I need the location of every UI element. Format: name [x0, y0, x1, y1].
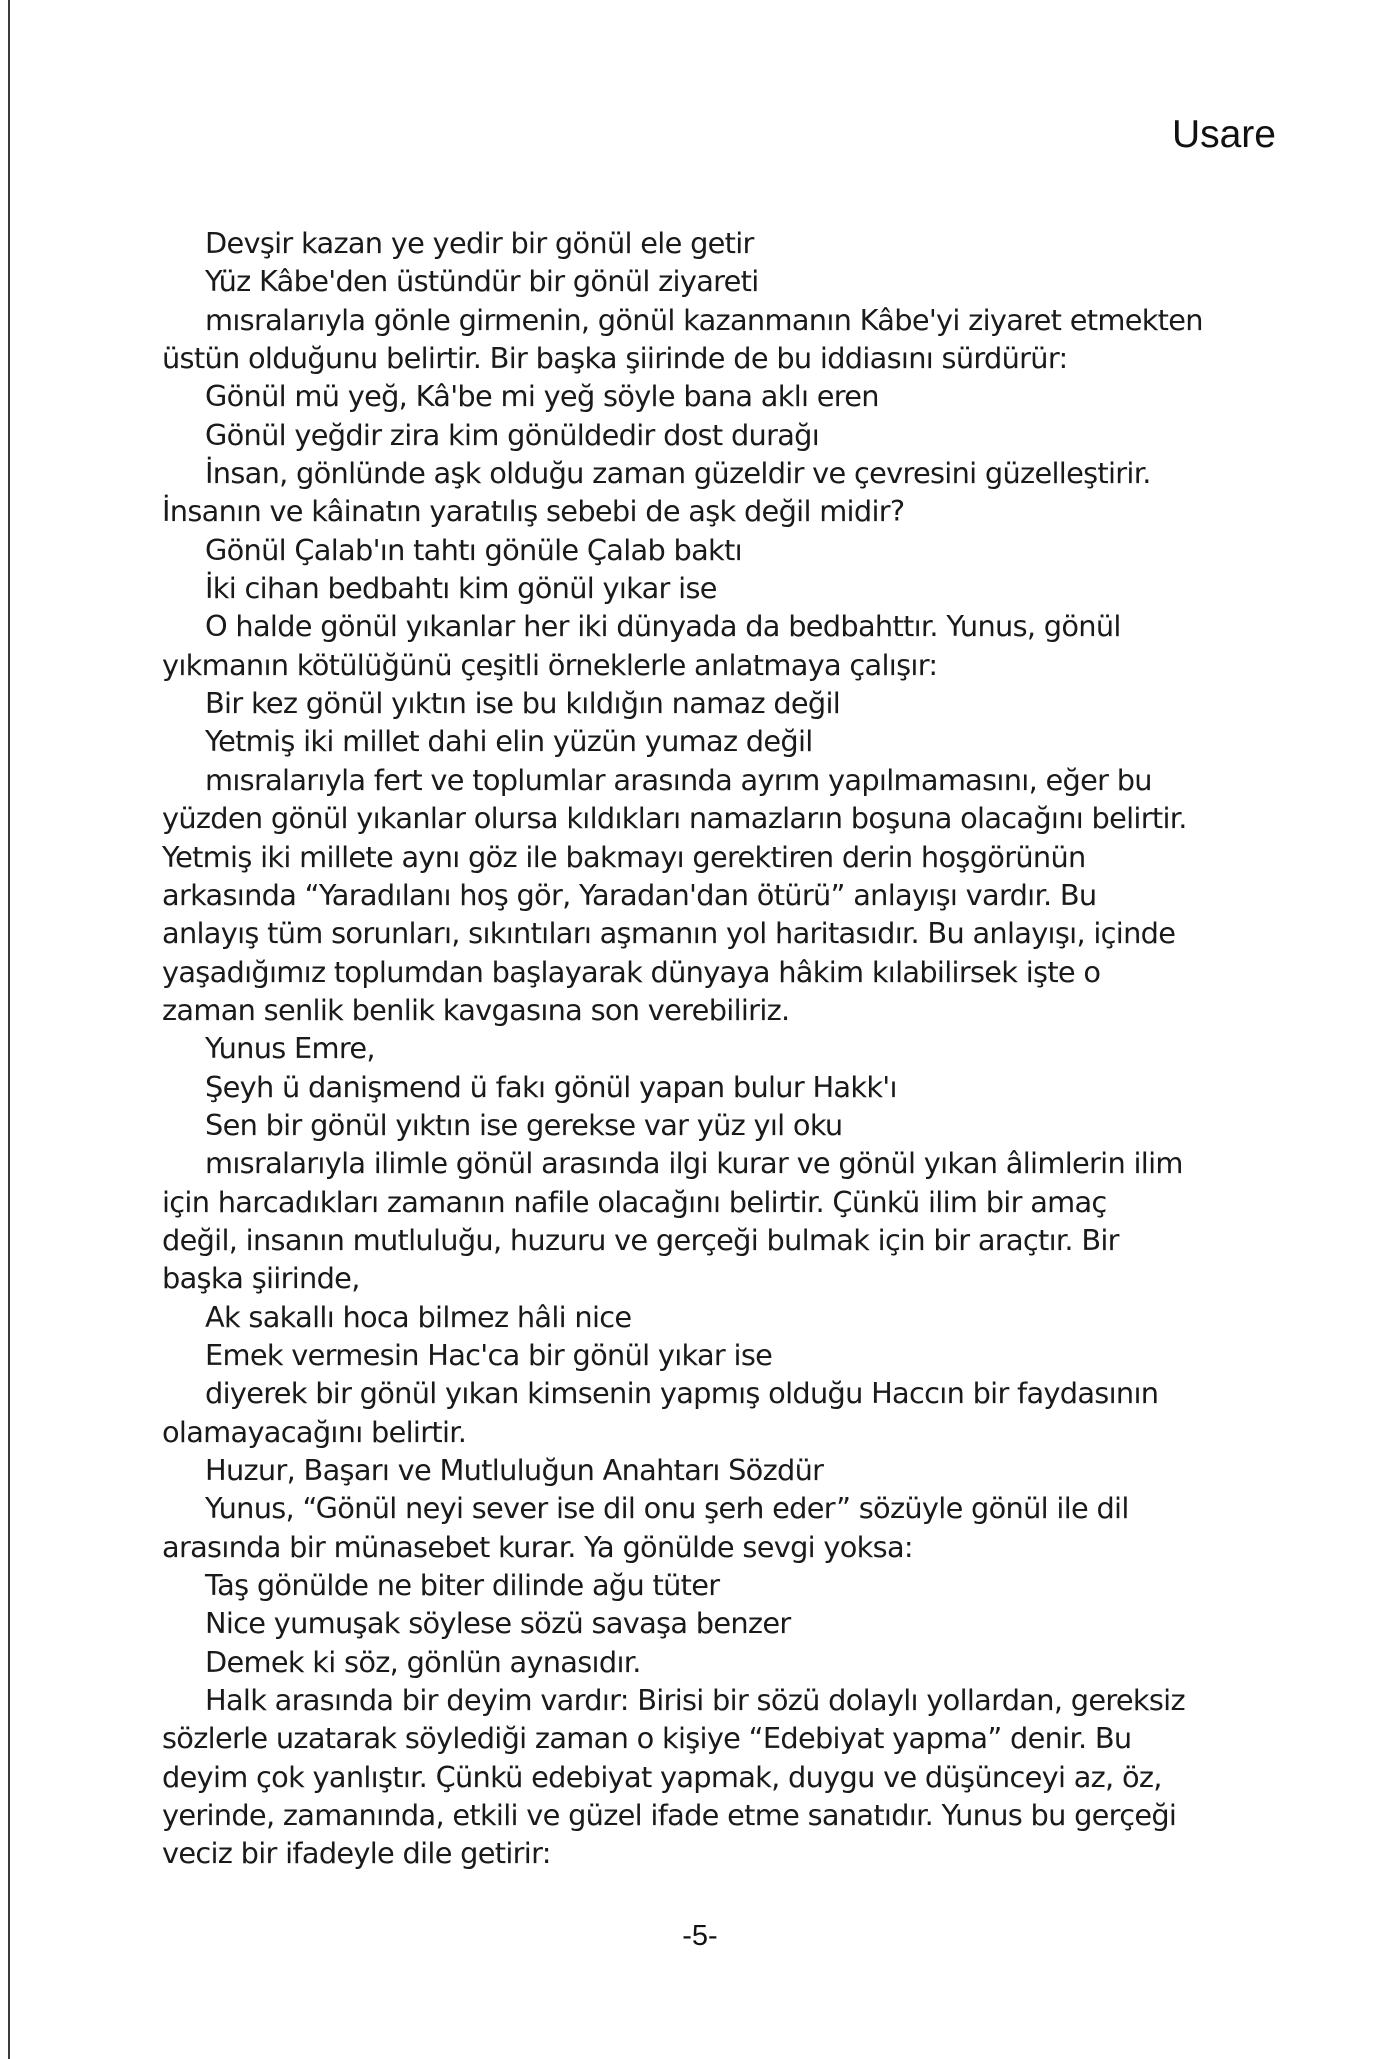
text-line: yaşadığımız toplumdan başlayarak dünyaya hâkim kılabilirsek işte o: [162, 954, 1101, 989]
text-line: Halk arasında bir deyim vardır: Birisi bir sözü dolaylı yollardan, gereksiz: [205, 1683, 1185, 1718]
text-line: veciz bir ifadeyle dile getirir:: [162, 1836, 551, 1871]
text-line: Yetmiş iki millet dahi elin yüzün yumaz değil: [205, 724, 813, 759]
text-line: Bir kez gönül yıktın ise bu kıldığın namaz değil: [205, 686, 841, 721]
text-line: Gönül mü yeğ, Kâ'be mi yeğ söyle bana aklı eren: [205, 379, 879, 414]
text-line: Nice yumuşak söylese sözü savaşa benzer: [205, 1606, 791, 1641]
text-line: Demek ki söz, gönlün aynasıdır.: [205, 1644, 641, 1679]
text-line: anlayış tüm sorunları, sıkıntıları aşmanın yol haritasıdır. Bu anlayışı, içinde: [162, 916, 1176, 951]
text-line: O halde gönül yıkanlar her iki dünyada da bedbahttır. Yunus, gönül: [205, 609, 1121, 644]
text-line: Yetmiş iki millete aynı göz ile bakmayı gerektiren derin hoşgörünün: [162, 839, 1086, 874]
text-line: İki cihan bedbahtı kim gönül yıkar ise: [205, 571, 717, 606]
text-line: diyerek bir gönül yıkan kimsenin yapmış olduğu Haccın bir faydasının: [205, 1376, 1159, 1411]
text-line: Gönül Çalab'ın tahtı gönüle Çalab baktı: [205, 532, 742, 567]
text-line: üstün olduğunu belirtir. Bir başka şiirinde de bu iddiasını sürdürür:: [162, 341, 1068, 376]
text-line: mısralarıyla gönle girmenin, gönül kazanmanın Kâbe'yi ziyaret etmekten: [205, 302, 1203, 337]
text-line: değil, insanın mutluluğu, huzuru ve gerçeği bulmak için bir araçtır. Bir: [162, 1222, 1119, 1257]
text-line: Huzur, Başarı ve Mutluluğun Anahtarı Sözdür: [205, 1453, 824, 1487]
page-edge-line: [8, 0, 10, 2059]
text-line: deyim çok yanlıştır. Çünkü edebiyat yapmak, duygu ve düşünceyi az, öz,: [162, 1759, 1162, 1794]
text-line: başka şiirinde,: [162, 1261, 360, 1296]
text-line: olamayacağını belirtir.: [162, 1414, 467, 1449]
text-line: yerinde, zamanında, etkili ve güzel ifade etme sanatıdır. Yunus bu gerçeği: [162, 1798, 1177, 1833]
text-line: arasında bir münasebet kurar. Ya gönülde sevgi yoksa:: [162, 1529, 913, 1564]
running-header: Usare: [1171, 113, 1276, 156]
text-line: Ak sakallı hoca bilmez hâli nice: [205, 1299, 632, 1334]
text-line: arkasında “Yaradılanı hoş gör, Yaradan'dan ötürü” anlayışı vardır. Bu: [162, 877, 1097, 912]
text-line: yüzden gönül yıkanlar olursa kıldıkları namazların boşuna olacağını belirtir.: [162, 801, 1187, 836]
text-line: Devşir kazan ye yedir bir gönül ele getir: [205, 226, 754, 260]
text-line: Taş gönülde ne biter dilinde ağu tüter: [205, 1568, 720, 1603]
text-line: zaman senlik benlik kavgasına son verebiliriz.: [162, 992, 790, 1027]
text-line: Şeyh ü danişmend ü fakı gönül yapan bulur Hakk'ı: [205, 1069, 897, 1104]
text-line: Gönül yeğdir zira kim gönüldedir dost durağı: [205, 417, 820, 452]
text-line: Sen bir gönül yıktın ise gerekse var yüz yıl oku: [205, 1107, 843, 1142]
text-line: Emek vermesin Hac'ca bir gönül yıkar ise: [205, 1337, 773, 1372]
page-number: -5-: [682, 1920, 718, 1952]
text-line: için harcadıkları zamanın nafile olacağını belirtir. Çünkü ilim bir amaç: [162, 1184, 1107, 1219]
text-line: Yüz Kâbe'den üstündür bir gönül ziyareti: [205, 264, 759, 299]
text-line: Yunus, “Gönül neyi sever ise dil onu şerh eder” sözüyle gönül ile dil: [205, 1491, 1129, 1526]
text-line: mısralarıyla ilimle gönül arasında ilgi kurar ve gönül yıkan âlimlerin ilim: [205, 1146, 1183, 1181]
text-line: yıkmanın kötülüğünü çeşitli örneklerle anlatmaya çalışır:: [162, 647, 938, 682]
text-line: mısralarıyla fert ve toplumlar arasında ayrım yapılmamasını, eğer bu: [205, 762, 1152, 797]
text-line: sözlerle uzatarak söylediği zaman o kişiye “Edebiyat yapma” denir. Bu: [162, 1721, 1132, 1756]
text-line: İnsan, gönlünde aşk olduğu zaman güzeldir ve çevresini güzelleştirir.: [205, 456, 1151, 491]
text-line: İnsanın ve kâinatın yaratılış sebebi de aşk değil midir?: [162, 494, 905, 529]
body-text: [162, 224, 1252, 1873]
text-line: Yunus Emre,: [205, 1031, 375, 1066]
